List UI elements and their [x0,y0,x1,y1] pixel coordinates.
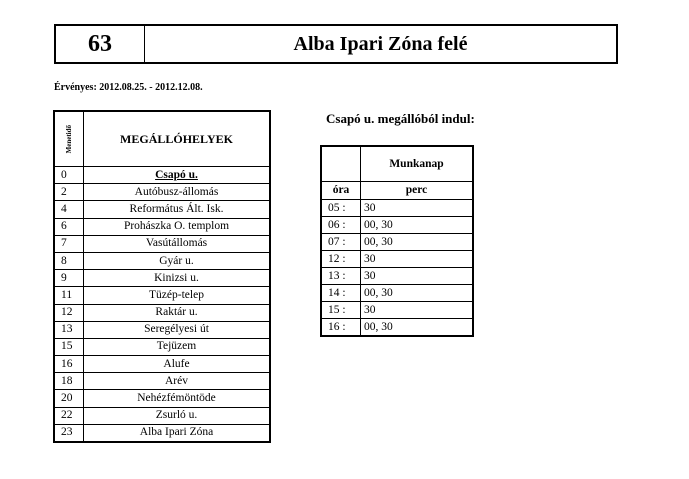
departure-row [321,268,473,285]
stop-row [54,304,270,321]
stop-travel-time: 6 [54,218,84,235]
stop-name [84,218,271,235]
departure-minutes: 00, 30 [361,319,474,337]
stop-travel-time: 12 [54,304,84,321]
stop-row [54,235,270,252]
stop-name [84,390,271,407]
day-type-spacer [321,146,361,182]
stop-name-text: Csapó u. [155,168,198,181]
travel-time-header-cell [54,111,84,167]
stop-travel-time: 7 [54,235,84,252]
departure-hour: 07 : [321,234,361,251]
stop-travel-time: 15 [54,338,84,355]
departure-hour: 05 : [321,200,361,217]
stop-name-text: Alufe [163,357,190,370]
stop-travel-time: 2 [54,184,84,201]
departure-hour: 13 : [321,268,361,285]
stop-name [84,201,271,218]
departure-minutes: 30 [361,302,474,319]
stop-name [84,407,271,424]
departure-hour: 06 : [321,217,361,234]
hour-column-header: óra [321,182,361,200]
departure-row [321,285,473,302]
stop-travel-time: 20 [54,390,84,407]
validity-period: Érvényes: 2012.08.25. - 2012.12.08. [54,82,203,93]
stop-row [54,390,270,407]
departure-hour: 14 : [321,285,361,302]
stop-row [54,321,270,338]
stop-name-text: Arév [165,374,188,387]
departure-minutes: 00, 30 [361,285,474,302]
stop-name-text: Raktár u. [155,306,198,319]
stop-name [84,287,271,304]
stop-name-text: Vasútállomás [145,237,208,250]
departure-minutes: 00, 30 [361,217,474,234]
stop-name [84,338,271,355]
departure-row [321,200,473,217]
route-header [54,24,618,64]
departure-hour: 16 : [321,319,361,337]
departure-hour: 15 : [321,302,361,319]
stop-row [54,338,270,355]
stops-title: MEGÁLLÓHELYEK [84,111,271,167]
stop-name-text: Református Ált. Isk. [129,202,224,215]
stop-name [84,373,271,390]
stop-name-text: Autóbusz-állomás [134,185,219,198]
stop-row [54,287,270,304]
stop-name [84,304,271,321]
day-type-row [321,146,473,182]
stop-travel-time: 23 [54,424,84,442]
stop-travel-time: 13 [54,321,84,338]
stop-name [84,167,271,184]
stop-name [84,184,271,201]
stop-travel-time: 22 [54,407,84,424]
stop-name-text: Alba Ipari Zóna [139,426,214,439]
stop-name-text: Tüzép-telep [149,288,204,301]
stop-name-text: Seregélyesi út [144,323,209,336]
travel-time-header: Menetidő [64,124,73,154]
stop-row [54,218,270,235]
departure-row [321,251,473,268]
departure-row [321,302,473,319]
stop-row [54,407,270,424]
stop-name-text: Kinizsi u. [154,271,199,284]
departures-column-header-row [321,182,473,200]
minute-column-header: perc [361,182,474,200]
stop-row [54,270,270,287]
stop-row [54,424,270,442]
stop-travel-time: 0 [54,167,84,184]
stop-travel-time: 8 [54,252,84,269]
route-destination: Alba Ipari Zóna felé [293,32,468,55]
departure-minutes: 30 [361,251,474,268]
stop-name-text: Gyár u. [159,254,194,267]
stop-name [84,252,271,269]
stop-travel-time: 11 [54,287,84,304]
stop-name [84,321,271,338]
stop-travel-time: 4 [54,201,84,218]
stop-name [84,235,271,252]
stop-row [54,184,270,201]
stop-row [54,201,270,218]
stop-travel-time: 16 [54,356,84,373]
departure-minutes: 00, 30 [361,234,474,251]
departure-row [321,217,473,234]
departure-row [321,234,473,251]
stop-name-text: Nehézfémöntöde [137,392,216,405]
stop-name [84,356,271,373]
stop-row [54,252,270,269]
stop-row [54,373,270,390]
stops-header-row [54,111,270,167]
stop-name [84,424,271,442]
departure-minutes: 30 [361,268,474,285]
stop-travel-time: 18 [54,373,84,390]
route-number: 63 [56,26,145,62]
stop-row [54,167,270,184]
stop-name-text: Zsurló u. [155,409,198,422]
day-type: Munkanap [361,146,474,182]
departures-title: Csapó u. megállóból indul: [326,111,475,126]
stop-name [84,270,271,287]
stop-row [54,356,270,373]
stops-table [53,110,271,443]
stop-travel-time: 9 [54,270,84,287]
departure-hour: 12 : [321,251,361,268]
stop-name-text: Prohászka O. templom [123,220,230,233]
departures-table [320,145,474,337]
stop-name-text: Tejüzem [156,340,197,353]
departure-row [321,319,473,337]
departure-minutes: 30 [361,200,474,217]
